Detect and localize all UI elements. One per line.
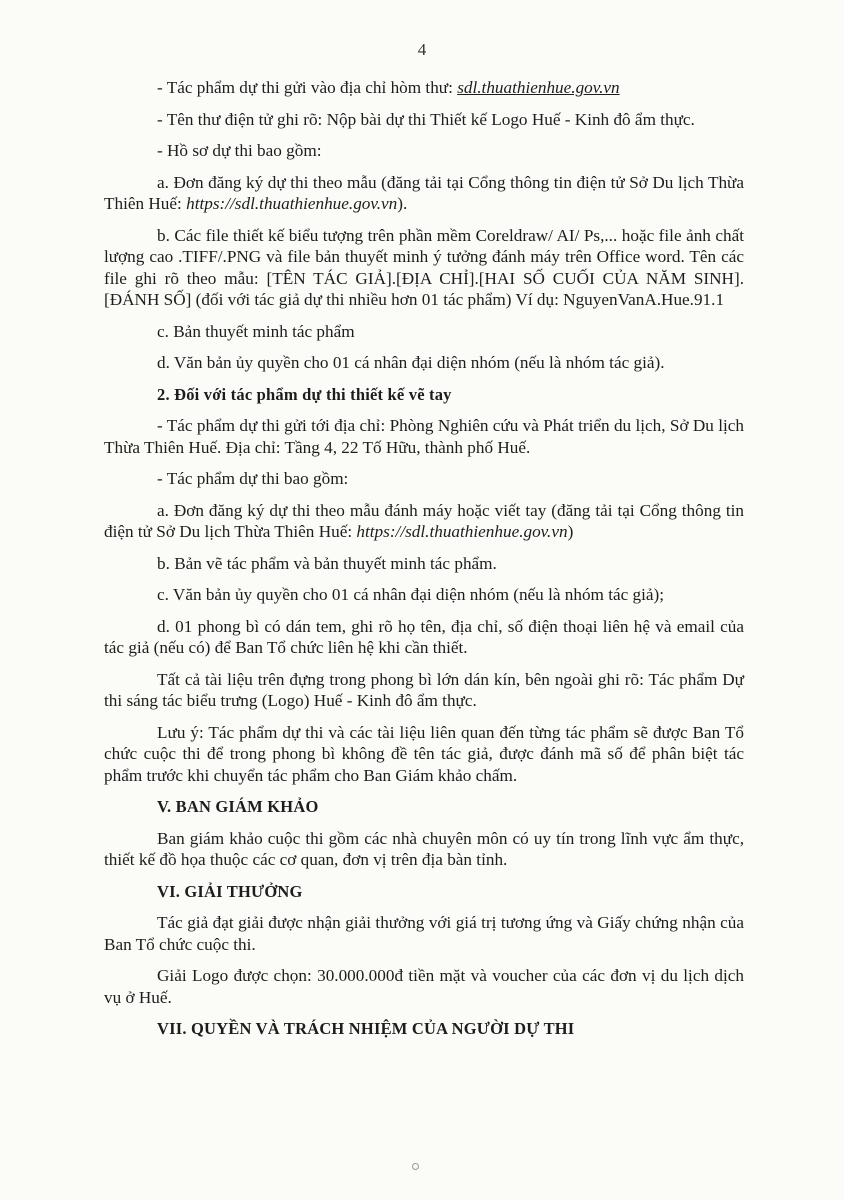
paragraph-item-c: c. Bản thuyết minh tác phẩm xyxy=(157,321,355,341)
paragraph-mail-address: - Tác phẩm dự thi gửi tới địa chỉ: Phòng Nghiên cứu và Phát triển du lịch, Sở Du lịch Thừa Thiên Huế. Địa chỉ: Tầng 4, 22 Tố Hữu, thành phố Huế. xyxy=(104,416,744,457)
paragraph-submit-email xyxy=(104,77,744,99)
email-address: sdl.thuathienhue.gov.vn xyxy=(457,78,620,97)
section-heading-jury: V. BAN GIÁM KHẢO xyxy=(157,797,319,816)
website-url: https://sdl.thuathienhue.gov.vn xyxy=(356,522,568,541)
paragraph-text-end: ). xyxy=(397,194,408,213)
paragraph-prize-amount: Giải Logo được chọn: 30.000.000đ tiền mặt và voucher của các đơn vị du lịch dịch vụ ở Huế. xyxy=(104,966,744,1007)
paragraph-item-a xyxy=(104,172,744,215)
paragraph-hand-item-a xyxy=(104,500,744,543)
section-heading-rights: VII. QUYỀN VÀ TRÁCH NHIỆM CỦA NGƯỜI DỰ THI xyxy=(157,1019,575,1038)
paragraph-note: Lưu ý: Tác phẩm dự thi và các tài liệu liên quan đến từng tác phẩm sẽ được Ban Tổ chức cuộc thi để trong phong bì không đề tên tác giả, được đánh mã số để phân biệt tác phẩm trước khi chuyển tác phẩm cho Ban Giám khảo chấm. xyxy=(104,722,744,785)
paragraph-prize-info: Tác giả đạt giải được nhận giải thưởng với giá trị tương ứng và Giấy chứng nhận của Ban Tổ chức cuộc thi. xyxy=(104,913,744,954)
section-heading-hand-drawn: 2. Đối với tác phẩm dự thi thiết kế vẽ tay xyxy=(157,384,452,404)
website-url: https://sdl.thuathienhue.gov.vn xyxy=(186,194,398,213)
paragraph-hand-item-d: d. 01 phong bì có dán tem, ghi rõ họ tên, địa chỉ, số điện thoại liên hệ và email của tác giả (nếu có) để Ban Tổ chức liên hệ khi cần thiết. xyxy=(104,616,744,657)
paragraph-item-b: b. Các file thiết kế biểu tượng trên phần mềm Coreldraw/ AI/ Ps,... hoặc file ảnh chất lượng cao .TIFF/.PNG và file bản thuyết minh ý tưởng đánh máy trên Office word. Tên các file ghi rõ theo mẫu: [TÊN TÁC GIẢ].[ĐỊA CHỈ].[HAI SỐ CUỐI CỦA NĂM SINH].[ĐÁNH SỐ] (đối với tác giả dự thi nhiều hơn 01 tác phẩm) Ví dụ: NguyenVanA.Hue.91.1 xyxy=(104,225,744,309)
paragraph-text: a. Đơn đăng ký dự thi theo mẫu (đăng tải tại Cổng thông tin điện tử Sở Du lịch Thừa Thiên Huế: xyxy=(104,172,744,213)
paragraph-hand-dossier-intro: - Tác phẩm dự thi bao gồm: xyxy=(157,469,349,488)
scan-mark xyxy=(412,1163,419,1170)
paragraph-email-subject: - Tên thư điện tử ghi rõ: Nộp bài dự thi Thiết kế Logo Huế - Kinh đô ẩm thực. xyxy=(157,109,695,129)
paragraph-text: - Tác phẩm dự thi gửi vào địa chỉ hòm thư: xyxy=(157,78,458,97)
paragraph-hand-item-b: b. Bản vẽ tác phẩm và bản thuyết minh tác phẩm. xyxy=(157,553,497,573)
section-heading-prizes: VI. GIẢI THƯỞNG xyxy=(157,881,303,901)
document-body xyxy=(104,77,744,1050)
paragraph-hand-item-c: c. Văn bản ủy quyền cho 01 cá nhân đại diện nhóm (nếu là nhóm tác giả); xyxy=(157,585,665,604)
paragraph-text: a. Đơn đăng ký dự thi theo mẫu đánh máy hoặc viết tay (đăng tải tại Cổng thông tin điện tử Sở Du lịch Thừa Thiên Huế: xyxy=(104,500,744,541)
paragraph-item-d: d. Văn bản ủy quyền cho 01 cá nhân đại diện nhóm (nếu là nhóm tác giả). xyxy=(157,353,665,372)
page-number: 4 xyxy=(417,40,427,59)
paragraph-envelope: Tất cả tài liệu trên đựng trong phong bì lớn dán kín, bên ngoài ghi rõ: Tác phẩm Dự thi sáng tác biểu trưng (Logo) Huế - Kinh đô ẩm thực. xyxy=(104,669,744,710)
paragraph-jury: Ban giám khảo cuộc thi gồm các nhà chuyên môn có uy tín trong lĩnh vực ẩm thực, thiết kế đồ họa thuộc các cơ quan, đơn vị trên địa bàn tỉnh. xyxy=(104,828,744,869)
paragraph-dossier-intro: - Hồ sơ dự thi bao gồm: xyxy=(157,141,322,160)
paragraph-text-end: ) xyxy=(567,522,574,541)
